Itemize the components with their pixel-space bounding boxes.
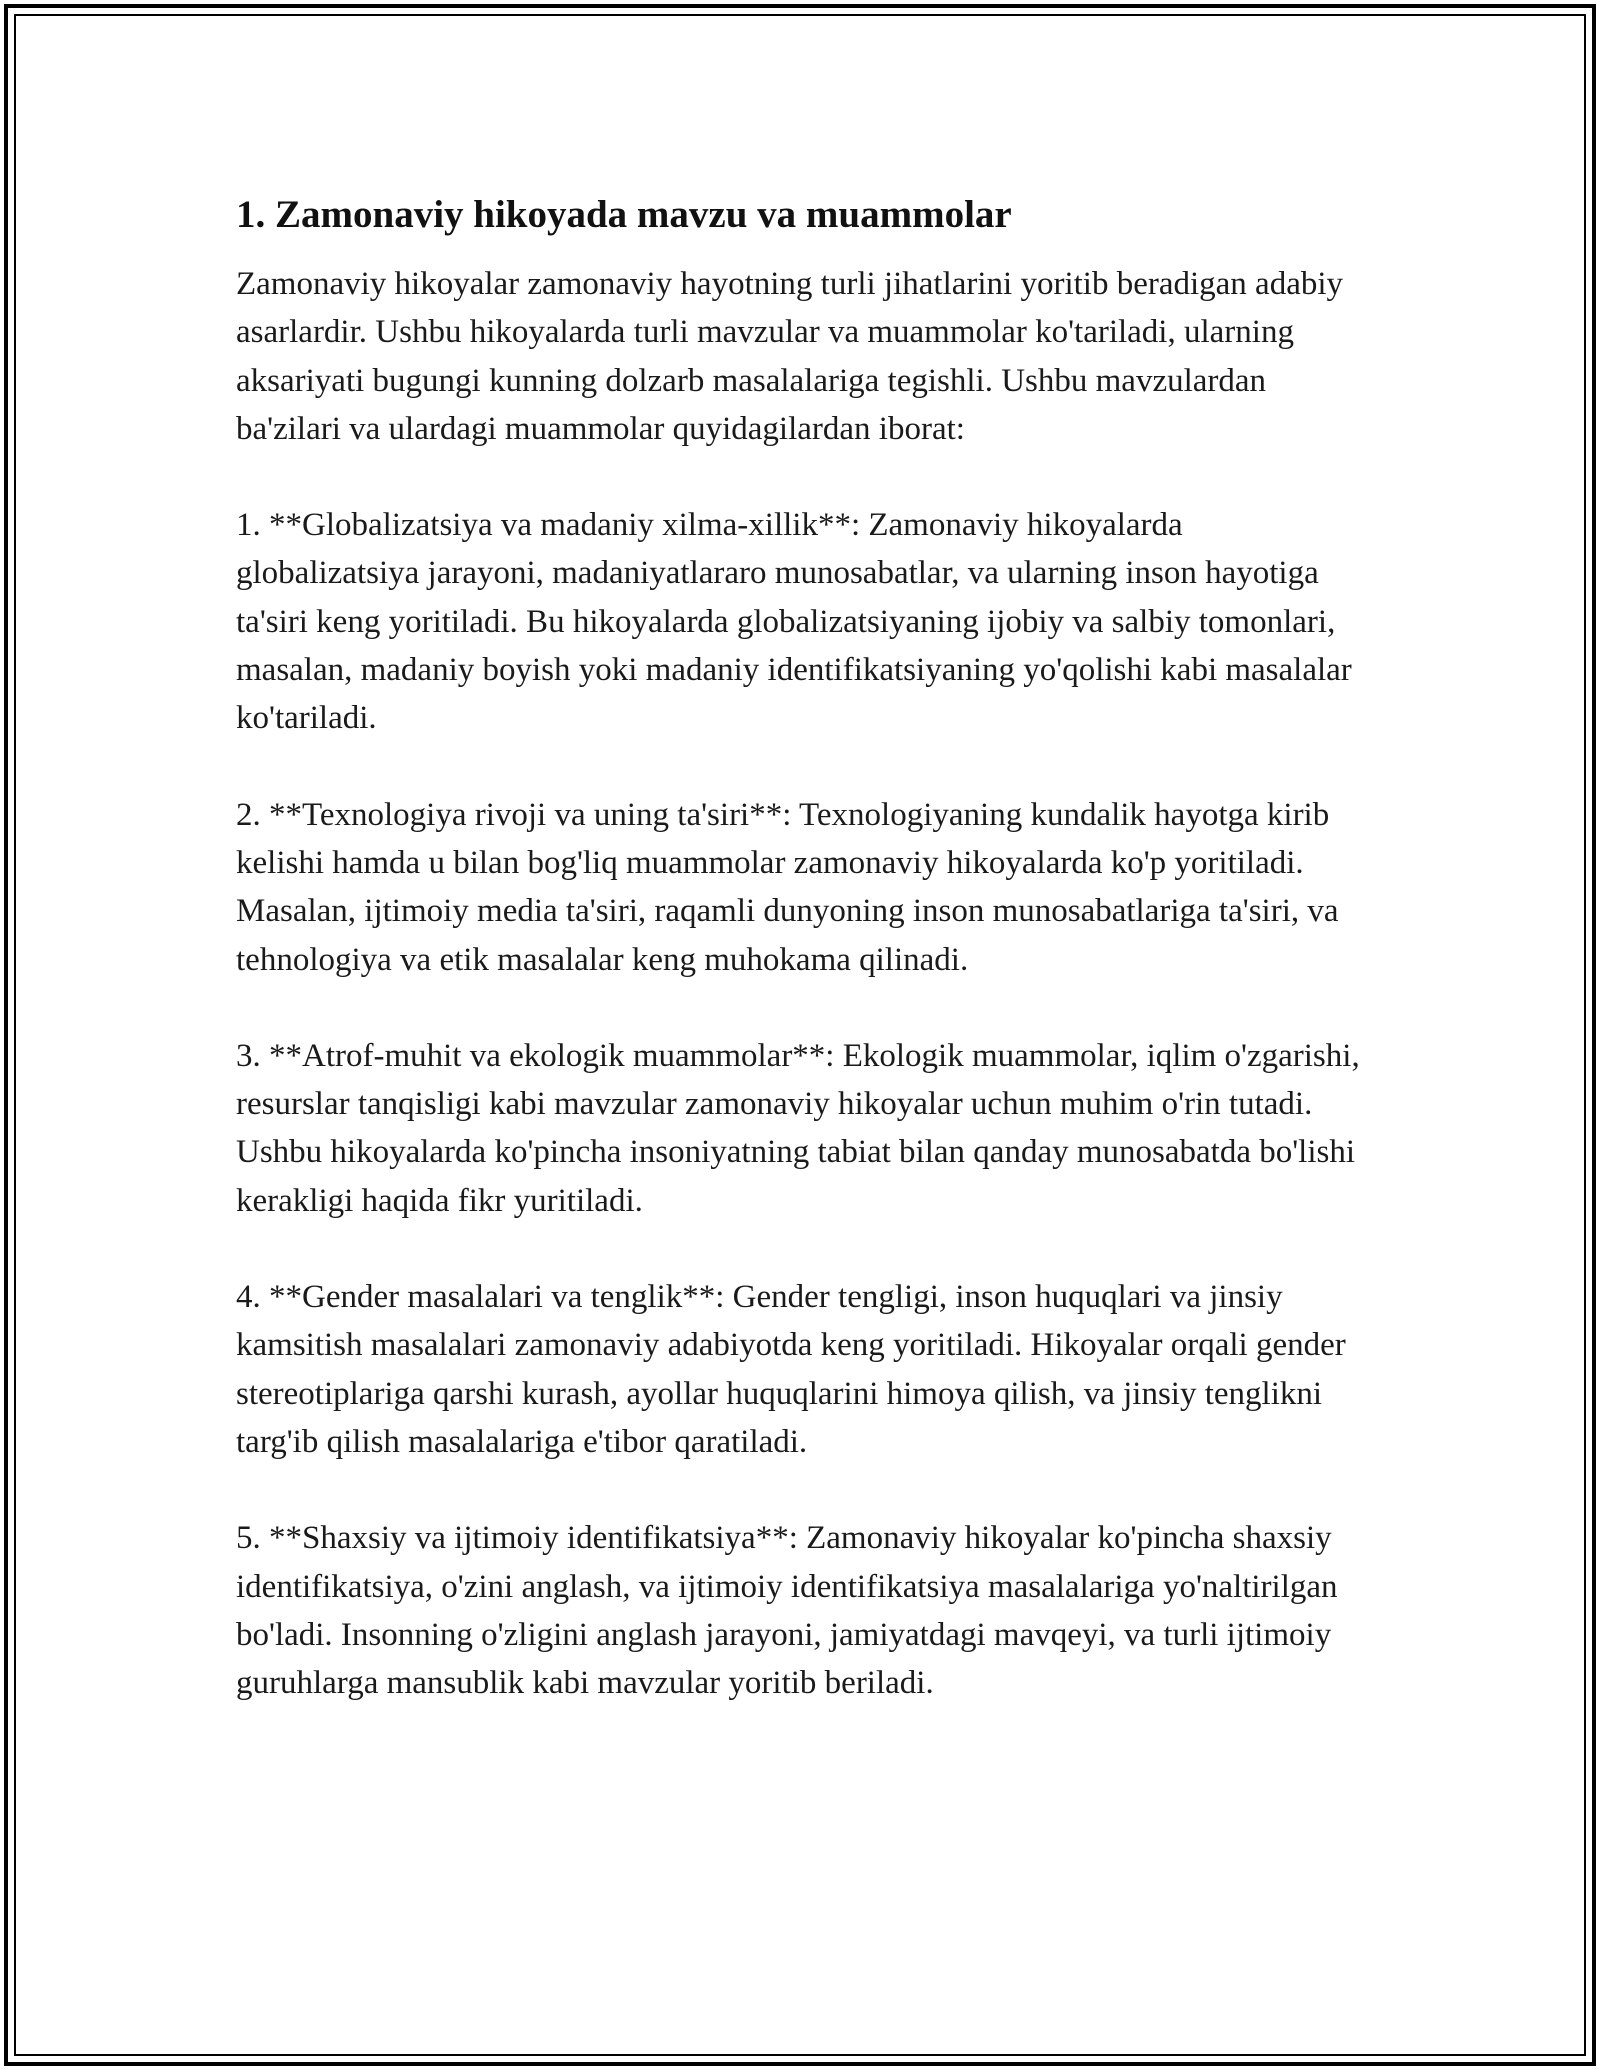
list-item-ecology: 3. **Atrof-muhit va ekologik muammolar**: Ekologik muammolar, iqlim o'zgarishi, resurslar tanqisligi kabi mavzular zamonaviy hikoyalar uchun muhim o'rin tutadi. Ushbu hikoyalarda ko'pincha insoniyatning tabiat bilan qanday munosabatda bo'lishi kerakligi haqida fikr yuritiladi. xyxy=(236,1037,1360,1219)
intro-paragraph: Zamonaviy hikoyalar zamonaviy hayotning turli jihatlarini yoritib beradigan adabiy asarlardir. Ushbu hikoyalarda turli mavzular va muammolar ko'tariladi, ularning aksariyati bugungi kunning dolzarb masalalariga tegishli. Ushbu mavzulardan ba'zilari va ulardagi muammolar quyidagilardan iborat: xyxy=(236,266,1344,447)
document-body xyxy=(236,190,1366,1755)
list-item-gender: 4. **Gender masalalari va tenglik**: Gender tengligi, inson huquqlari va jinsiy kamsitish masalalari zamonaviy adabiyotda keng yoritiladi. Hikoyalar orqali gender stereotiplariga qarshi kurash, ayollar huquqlarini himoya qilish, va jinsiy tenglikni targ'ib qilish masalalariga e'tibor qaratiladi. xyxy=(236,1279,1346,1460)
list-item-identity: 5. **Shaxsiy va ijtimoiy identifikatsiya**: Zamonaviy hikoyalar ko'pincha shaxsiy identifikatsiya, o'zini anglash, va ijtimoiy identifikatsiya masalalariga yo'naltirilgan bo'ladi. Insonning o'zligini anglash jarayoni, jamiyatdagi mavqeyi, va turli ijtimoiy guruhlarga mansublik kabi mavzular yoritib beriladi. xyxy=(236,1520,1338,1702)
list-item-globalization: 1. **Globalizatsiya va madaniy xilma-xillik**: Zamonaviy hikoyalarda globalizatsiya jarayoni, madaniyatlararo munosabatlar, va ularning inson hayotiga ta'siri keng yoritiladi. Bu hikoyalarda globalizatsiyaning ijobiy va salbiy tomonlari, masalan, madaniy boyish yoki madaniy identifikatsiyaning yo'qolishi kabi masalalar ko'tariladi. xyxy=(236,507,1352,737)
section-heading: 1. Zamonaviy hikoyada mavzu va muammolar xyxy=(236,193,1012,236)
list-item-technology: 2. **Texnologiya rivoji va uning ta'siri**: Texnologiyaning kundalik hayotga kirib kelishi hamda u bilan bog'liq muammolar zamonaviy hikoyalarda ko'p yoritiladi. Masalan, ijtimoiy media ta'siri, raqamli dunyoning inson munosabatlariga ta'siri, va tehnologiya va etik masalalar keng muhokama qilinadi. xyxy=(236,796,1339,978)
